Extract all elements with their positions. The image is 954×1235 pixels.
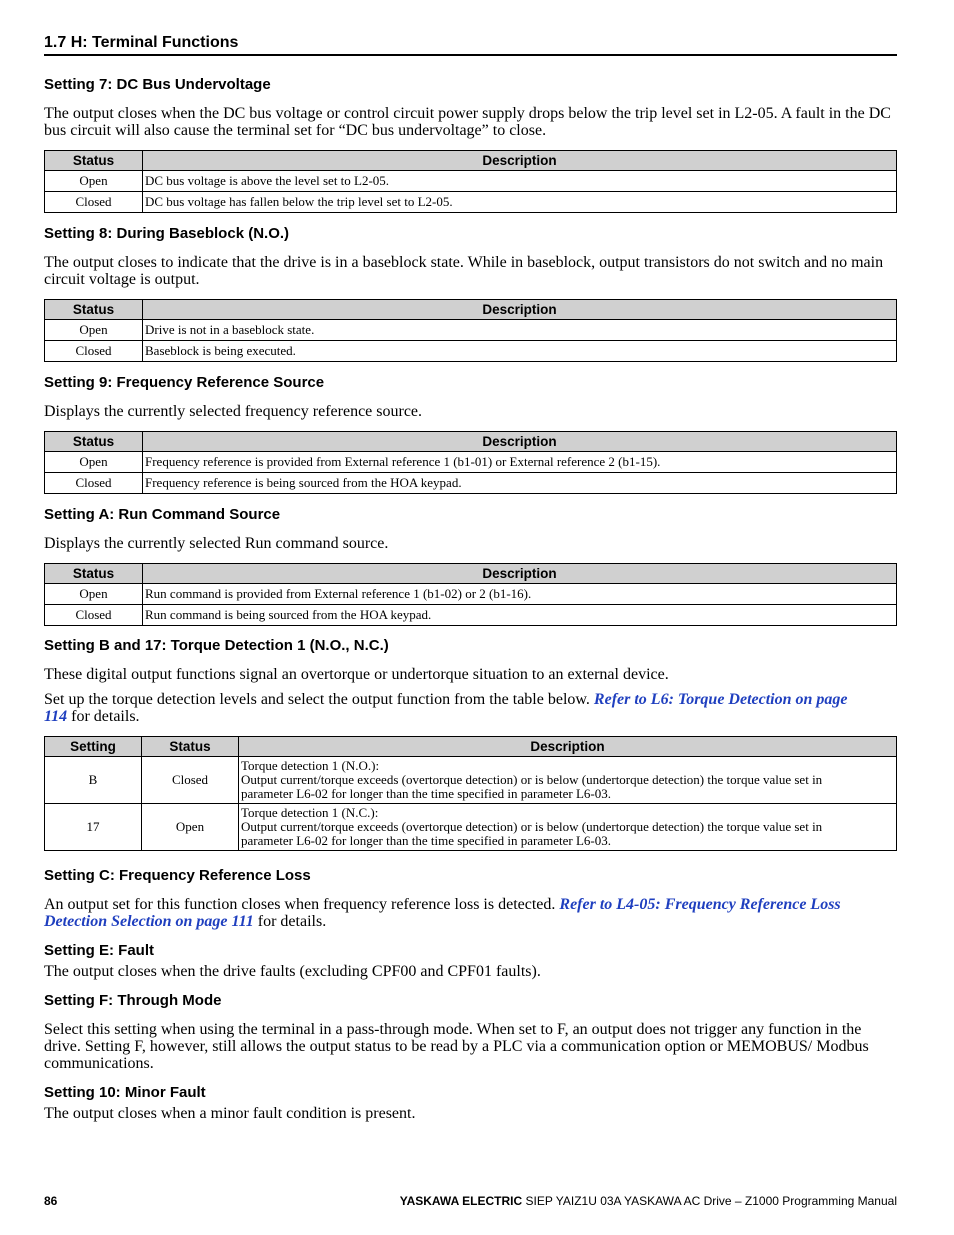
cell-setting: 17 <box>45 804 142 851</box>
paragraph-text: An output set for this function closes when frequency reference loss is detected. <box>44 896 560 913</box>
cell-description: Frequency reference is provided from External reference 1 (b1-01) or External reference 2 (b1-15). <box>143 452 897 473</box>
cell-status: Closed <box>45 473 143 494</box>
paragraph-setting-b-2 <box>44 691 897 725</box>
table-row <box>45 192 897 213</box>
cell-status: Open <box>142 804 239 851</box>
paragraph-setting-10: The output closes when a minor fault condition is present. <box>44 1105 416 1122</box>
cell-description: DC bus voltage has fallen below the trip level set to L2-05. <box>143 192 897 213</box>
section-header: 1.7 H: Terminal Functions <box>44 34 897 56</box>
heading-setting-e: Setting E: Fault <box>44 942 154 959</box>
page-number: 86 <box>44 1194 58 1208</box>
footer-brand: YASKAWA ELECTRIC <box>399 1194 523 1208</box>
table-row <box>45 473 897 494</box>
paragraph-setting-8: The output closes to indicate that the drive is in a baseblock state. While in baseblock, output transistors do not switch and no main circuit voltage is output. <box>44 254 884 288</box>
description-line: parameter L6-02 for longer than the time specified in parameter L6-03. <box>241 833 611 848</box>
paragraph-text: for details. <box>67 708 140 725</box>
paragraph-setting-a: Displays the currently selected Run command source. <box>44 535 389 552</box>
table-row <box>45 804 897 851</box>
heading-setting-a: Setting A: Run Command Source <box>44 506 281 523</box>
link-l4-05-reference-loss[interactable]: Refer to L4-05: Frequency Reference Loss <box>559 896 841 913</box>
cell-description: DC bus voltage is above the level set to L2-05. <box>143 171 897 192</box>
description-line: Output current/torque exceeds (overtorque detection) or is below (undertorque detection) the torque value set in <box>241 819 823 834</box>
cell-status: Open <box>45 171 143 192</box>
heading-setting-c: Setting C: Frequency Reference Loss <box>44 867 311 884</box>
heading-setting-9: Setting 9: Frequency Reference Source <box>44 374 325 391</box>
heading-setting-10: Setting 10: Minor Fault <box>44 1084 206 1101</box>
cell-description: Run command is being sourced from the HOA keypad. <box>143 605 897 626</box>
header-description: Description <box>143 564 897 584</box>
cell-status: Open <box>45 320 143 341</box>
header-status: Status <box>45 300 143 320</box>
description-line: Output current/torque exceeds (overtorque detection) or is below (undertorque detection) the torque value set in <box>241 772 823 787</box>
table-row <box>45 171 897 192</box>
table-row <box>45 757 897 804</box>
heading-setting-8: Setting 8: During Baseblock (N.O.) <box>44 225 290 242</box>
cell-status: Closed <box>142 757 239 804</box>
header-description: Description <box>143 300 897 320</box>
cell-description: Baseblock is being executed. <box>143 341 897 362</box>
heading-setting-7: Setting 7: DC Bus Undervoltage <box>44 76 271 93</box>
paragraph-text: for details. <box>253 913 327 930</box>
header-status: Status <box>45 151 143 171</box>
paragraph-setting-b-1: These digital output functions signal an overtorque or undertorque situation to an external device. <box>44 666 669 683</box>
link-page-114[interactable]: 114 <box>44 708 68 725</box>
paragraph-setting-9: Displays the currently selected frequency reference source. <box>44 403 423 420</box>
paragraph-text: Set up the torque detection levels and select the output function from the table below. <box>44 691 594 708</box>
header-status: Status <box>45 432 143 452</box>
description-title: Torque detection 1 (N.O.): <box>241 758 380 773</box>
header-description: Description <box>143 151 897 171</box>
paragraph-setting-c <box>44 896 897 930</box>
table-row <box>45 584 897 605</box>
header-description: Description <box>239 737 897 757</box>
table-setting-b-17 <box>44 736 897 851</box>
cell-description <box>239 804 897 851</box>
link-l6-torque-detection[interactable]: Refer to L6: Torque Detection on page <box>593 691 848 708</box>
cell-description: Run command is provided from External reference 1 (b1-02) or 2 (b1-16). <box>143 584 897 605</box>
heading-setting-f: Setting F: Through Mode <box>44 992 222 1009</box>
footer-doc-title: SIEP YAIZ1U 03A YASKAWA AC Drive – Z1000 Programming Manual <box>522 1194 897 1208</box>
paragraph-setting-f: Select this setting when using the terminal in a pass-through mode. When set to F, an output does not trigger any function in the drive. Setting F, however, still allows the output status to be read by a PLC via a communication option or MEMOBUS/ Modbus communications. <box>44 1021 869 1072</box>
header-status: Status <box>45 564 143 584</box>
cell-status: Closed <box>45 605 143 626</box>
table-row <box>45 341 897 362</box>
cell-status: Open <box>45 584 143 605</box>
header-status: Status <box>142 737 239 757</box>
table-row <box>45 320 897 341</box>
cell-description <box>239 757 897 804</box>
description-line: parameter L6-02 for longer than the time specified in parameter L6-03. <box>241 786 611 801</box>
cell-description: Drive is not in a baseblock state. <box>143 320 897 341</box>
cell-status: Open <box>45 452 143 473</box>
table-setting-a <box>44 563 897 626</box>
header-description: Description <box>143 432 897 452</box>
footer-document-info <box>400 1194 897 1208</box>
description-title: Torque detection 1 (N.C.): <box>241 805 379 820</box>
table-setting-9 <box>44 431 897 494</box>
cell-status: Closed <box>45 192 143 213</box>
table-setting-8 <box>44 299 897 362</box>
paragraph-setting-e: The output closes when the drive faults (excluding CPF00 and CPF01 faults). <box>44 963 541 980</box>
table-row <box>45 452 897 473</box>
cell-description: Frequency reference is being sourced from the HOA keypad. <box>143 473 897 494</box>
header-setting: Setting <box>45 737 142 757</box>
heading-setting-b-17: Setting B and 17: Torque Detection 1 (N.O., N.C.) <box>44 637 389 654</box>
cell-setting: B <box>45 757 142 804</box>
paragraph-setting-7: The output closes when the DC bus voltage or control circuit power supply drops below the trip level set in L2-05. A fault in the DC bus circuit will also cause the terminal set for “DC bus undervoltage” to close. <box>44 105 891 139</box>
cell-status: Closed <box>45 341 143 362</box>
link-page-111[interactable]: Detection Selection on page 111 <box>44 913 254 930</box>
table-row <box>45 605 897 626</box>
table-setting-7 <box>44 150 897 213</box>
